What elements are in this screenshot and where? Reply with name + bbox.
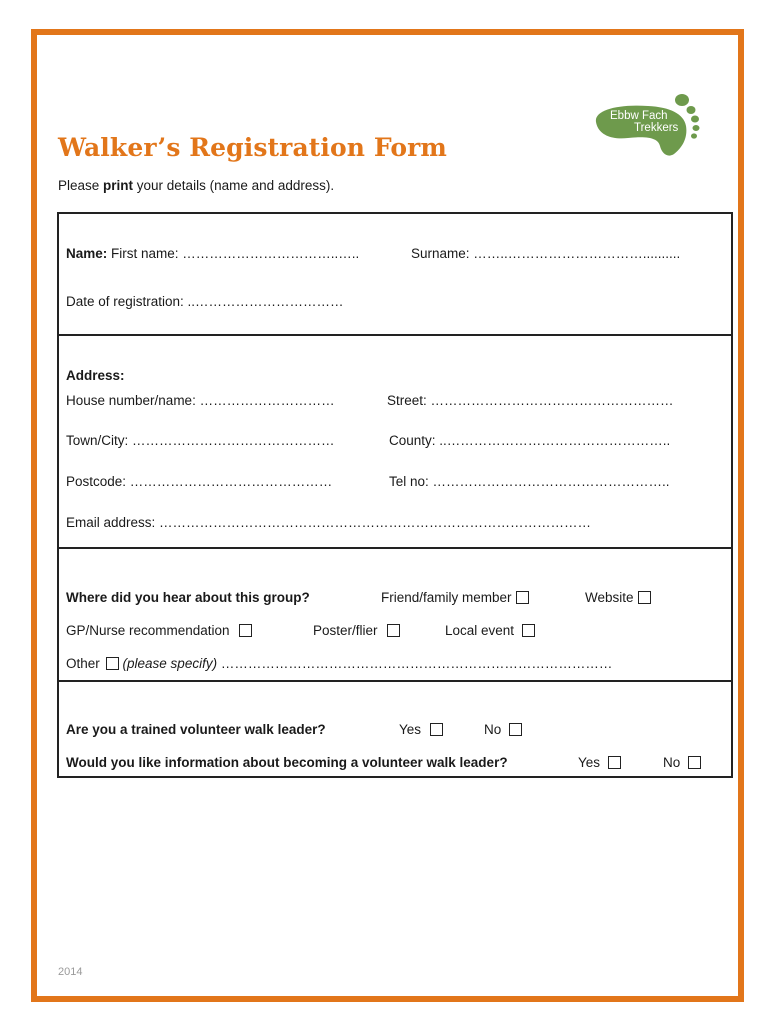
divider	[57, 547, 733, 549]
tel-no-field[interactable]: Tel no: ……………………………………………..	[389, 474, 670, 489]
logo-text-line2: Trekkers	[634, 122, 679, 134]
no-label: No	[484, 722, 502, 737]
street-field[interactable]: Street: ………………………………………………	[387, 393, 674, 408]
toe-icon	[687, 106, 696, 114]
postcode-field[interactable]: Postcode: ………………………………………	[66, 474, 333, 489]
please-specify-label: (please specify)	[122, 656, 218, 671]
no-label: No	[663, 755, 681, 770]
footer-year: 2014	[58, 966, 83, 978]
divider	[57, 334, 733, 336]
toe-icon	[691, 116, 699, 123]
logo-text-line1: Ebbw Fach	[610, 110, 668, 122]
poster-flier-checkbox[interactable]	[387, 624, 400, 637]
gp-nurse-checkbox[interactable]	[239, 624, 252, 637]
info-volunteer-yes	[578, 755, 621, 770]
other-specify-field[interactable]: ……………………………………………………………………………	[217, 656, 613, 671]
option-website	[585, 590, 651, 605]
yes-label: Yes	[578, 755, 601, 770]
date-of-registration-field[interactable]: Date of registration: ..……………………………	[66, 294, 344, 309]
first-name-field[interactable]	[66, 246, 359, 261]
trained-leader-no	[484, 722, 522, 737]
option-friend-family	[381, 590, 529, 605]
instructions-pre: Please	[58, 178, 104, 193]
name-label: Name:	[66, 246, 108, 261]
local-event-label: Local event	[445, 623, 515, 638]
option-poster-flier	[313, 623, 400, 638]
poster-flier-label: Poster/flier	[313, 623, 378, 638]
divider	[57, 680, 733, 682]
form-title: Walker’s Registration Form	[58, 133, 447, 162]
trained-leader-yes	[399, 722, 443, 737]
option-gp-nurse	[66, 623, 252, 638]
info-volunteer-no-checkbox[interactable]	[688, 756, 701, 769]
toe-icon	[693, 125, 700, 131]
town-city-field[interactable]: Town/City: ………………………………………	[66, 433, 335, 448]
friend-family-label: Friend/family member	[381, 590, 512, 605]
ebbw-fach-trekkers-logo	[578, 86, 702, 162]
gp-nurse-label: GP/Nurse recommendation	[66, 623, 230, 638]
trained-leader-no-checkbox[interactable]	[509, 723, 522, 736]
option-other	[66, 656, 612, 671]
surname-field[interactable]: Surname: ……..…………………………..........	[411, 246, 681, 261]
email-address-field[interactable]: Email address: ……………………………………………………………………………………	[66, 515, 592, 530]
instructions-post: your details (name and address).	[133, 178, 335, 193]
local-event-checkbox[interactable]	[522, 624, 535, 637]
trained-leader-yes-checkbox[interactable]	[430, 723, 443, 736]
info-volunteer-no	[663, 755, 701, 770]
website-checkbox[interactable]	[638, 591, 651, 604]
website-label: Website	[585, 590, 634, 605]
info-volunteer-question: Would you like information about becoming a volunteer walk leader?	[66, 755, 508, 770]
first-name-label: First name: ……………………………..…..	[107, 246, 360, 261]
trained-leader-question: Are you a trained volunteer walk leader?	[66, 722, 326, 737]
instructions-bold: print	[103, 178, 134, 193]
option-local-event	[445, 623, 535, 638]
other-label: Other	[66, 656, 100, 671]
address-heading: Address:	[66, 368, 125, 383]
house-number-field[interactable]: House number/name: …………………………	[66, 393, 335, 408]
hear-about-question: Where did you hear about this group?	[66, 590, 310, 605]
toe-icon	[675, 94, 689, 106]
toe-icon	[691, 133, 697, 138]
info-volunteer-yes-checkbox[interactable]	[608, 756, 621, 769]
other-checkbox[interactable]	[106, 657, 119, 670]
friend-family-checkbox[interactable]	[516, 591, 529, 604]
yes-label: Yes	[399, 722, 422, 737]
county-field[interactable]: County: ..…………………………………………..	[389, 433, 671, 448]
instructions	[58, 178, 334, 193]
